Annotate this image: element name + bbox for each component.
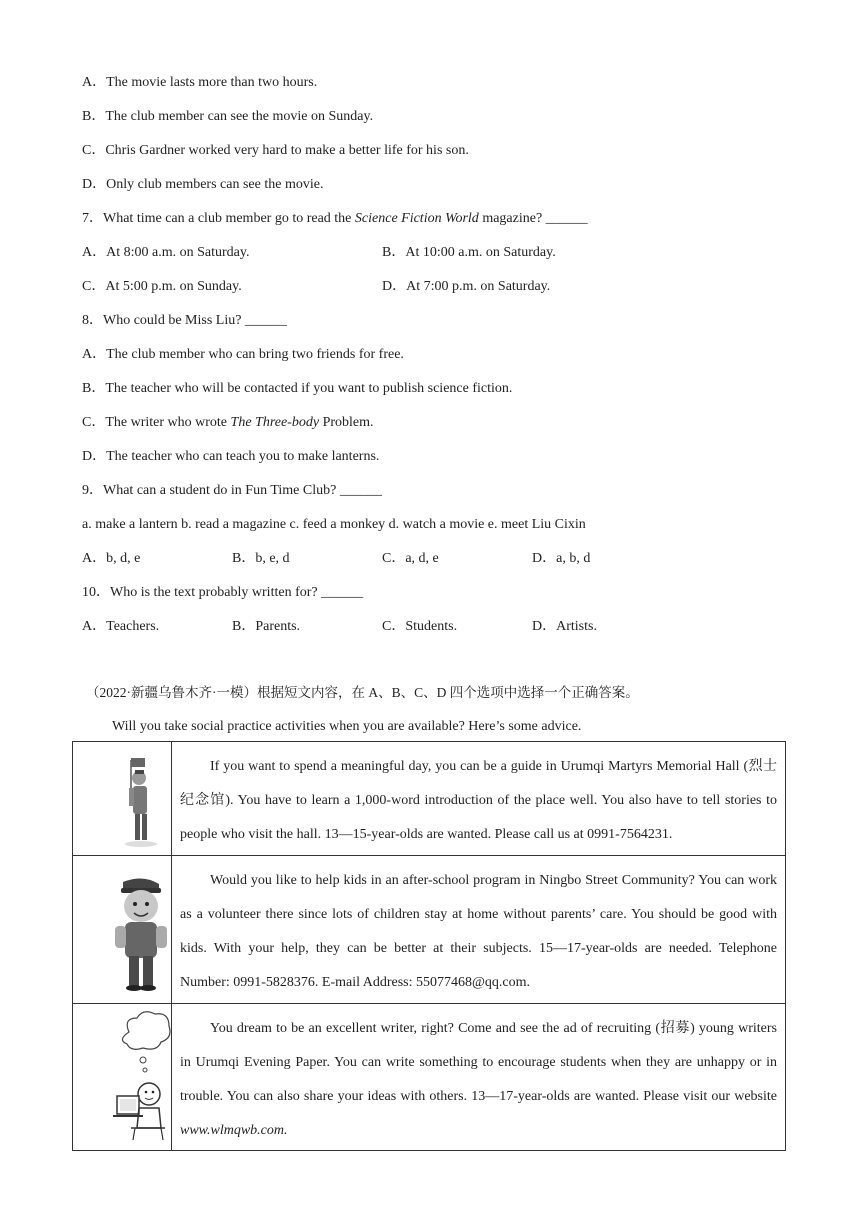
q8-option-a: A．The club member who can bring two friends for free.	[82, 347, 404, 362]
ad-row-volunteer	[73, 856, 785, 1004]
q6-option-b: B．The club member can see the movie on Sunday.	[82, 109, 374, 124]
section-heading: （2022·新疆乌鲁木齐·一模）根据短文内容，在 A、B、C、D 四个选项中选择一个正确答案。	[86, 685, 639, 700]
q7-question: 7．What time can a club member go to read the Science Fiction World magazine? ______	[82, 211, 588, 226]
writer-at-laptop-icon	[73, 1004, 172, 1150]
ad-text-writer: You dream to be an excellent writer, right? Come and see the ad of recruiting (招募) young writers in Urumqi Evening Paper. You can write something to encourage students when they are unhappy or in trouble. You can also share your ideas with others. 13—17-year-olds are wanted. Please visit our website www.wlmqwb.com.	[180, 1021, 777, 1138]
q10-question: 10．Who is the text probably written for? ______	[82, 585, 364, 600]
section-intro: Will you take social practice activities when you are available? Here’s some advice.	[112, 719, 582, 734]
q6-option-c: C．Chris Gardner worked very hard to make a better life for his son.	[82, 143, 469, 158]
q9-option-c: C．a, d, e	[382, 551, 439, 566]
q10-option-a: A．Teachers.	[82, 619, 160, 634]
q9-question: 9．What can a student do in Fun Time Club? ______	[82, 483, 382, 498]
boy-cartoon-icon	[73, 856, 172, 1003]
q10-option-d: D．Artists.	[532, 619, 597, 634]
q7-option-c: C．At 5:00 p.m. on Sunday.	[82, 279, 242, 294]
q8-option-d: D．The teacher who can teach you to make lanterns.	[82, 449, 380, 464]
q9-option-d: D．a, b, d	[532, 551, 591, 566]
ad-row-guide	[73, 742, 785, 856]
ad-text-guide: If you want to spend a meaningful day, you can be a guide in Urumqi Martyrs Memorial Hall (烈士纪念馆). You have to learn a 1,000-word introduction of the place well. You also have to tell stories to people who visit the hall. 13—15-year-olds are wanted. Please call us at 0991-7564231.	[180, 759, 777, 842]
q7-option-a: A．At 8:00 a.m. on Saturday.	[82, 245, 250, 260]
q10-option-c: C．Students.	[382, 619, 458, 634]
q6-option-a: A．The movie lasts more than two hours.	[82, 75, 318, 90]
q8-option-c: C．The writer who wrote The Three-body Problem.	[82, 415, 374, 430]
ad-row-writer	[73, 1004, 785, 1150]
ads-table	[72, 741, 786, 1151]
q9-choices: a. make a lantern b. read a magazine c. feed a monkey d. watch a movie e. meet Liu Cixin	[82, 517, 586, 532]
ad-text-volunteer: Would you like to help kids in an after-school program in Ningbo Street Community? You can work as a volunteer there since lots of children stay at home without parents’ care. You should be good with kids. With your help, they can be better at their subjects. 15—17-year-olds are needed. Telephone Number: 0991-5828376. E-mail Address: 55077468@qq.com.	[180, 873, 777, 990]
q6-option-d: D．Only club members can see the movie.	[82, 177, 324, 192]
q8-option-b: B．The teacher who will be contacted if you want to publish science fiction.	[82, 381, 513, 396]
q7-option-b: B．At 10:00 a.m. on Saturday.	[382, 245, 556, 260]
q8-question: 8．Who could be Miss Liu? ______	[82, 313, 287, 328]
q9-option-a: A．b, d, e	[82, 551, 141, 566]
q7-option-d: D．At 7:00 p.m. on Saturday.	[382, 279, 551, 294]
guide-with-flag-icon	[73, 742, 172, 855]
q9-option-b: B．b, e, d	[232, 551, 290, 566]
q10-option-b: B．Parents.	[232, 619, 301, 634]
